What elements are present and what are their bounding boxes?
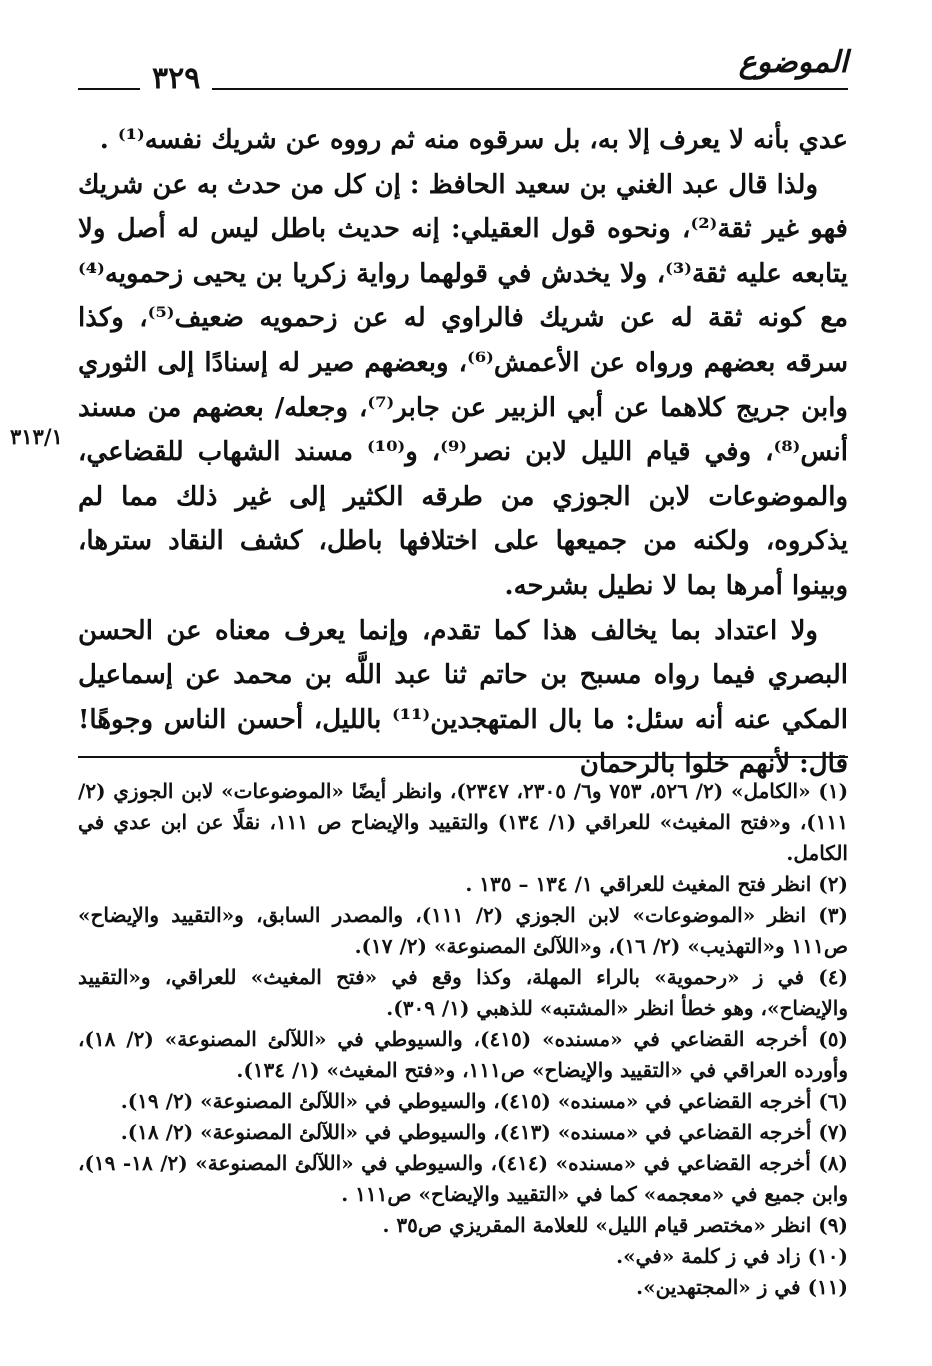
main-text	[78, 118, 848, 787]
footnotes	[78, 776, 848, 1303]
footnote-11: (١١) في ز «المجتهدين».	[636, 1275, 848, 1299]
footnote-2: (٢) انظر فتح المغيث للعراقي ١/ ١٣٤ – ١٣٥ .	[465, 872, 848, 896]
footnote-1: (١) «الكامل» (٢/ ٥٢٦، ٧٥٣ و٦/ ٢٣٠٥، ٢٣٤٧)، وانظر أيضًا «الموضوعات» لابن الجوزي (٢/ ١١١)، و«فتح المغيث» للعراقي (١/ ١٣٤) والتقييد والإيضاح ص ١١١، نقلًا عن ابن عدي في الكامل.	[78, 779, 849, 865]
paragraph: عدي بأنه لا يعرف إلا به، بل سرقوه منه ثم رووه عن شريك نفسه⁽¹⁾ .	[99, 125, 848, 155]
paragraph: ولذا قال عبد الغني بن سعيد الحافظ : إن كل من حدث به عن شريك فهو غير ثقة⁽²⁾، ونحوه قول العقيلي: إنه حديث باطل ليس له أصل ولا يتابعه عليه ثقة⁽³⁾، ولا يخدش في قولهما رواية زكريا بن يحيى زحمويه⁽⁴⁾ مع كونه ثقة له عن شريك فالراوي له عن زحمويه ضعيف⁽⁵⁾، وكذا سرقه بعضهم ورواه عن الأعمش⁽⁶⁾، وبعضهم صير له إسنادًا إلى الثوري وابن جريج كلاهما عن أبي الزبير عن جابر⁽⁷⁾، وجعله/ بعضهم من مسند أنس⁽⁸⁾، وفي قيام الليل لابن نصر⁽⁹⁾، و⁽¹⁰⁾ مسند الشهاب للقضاعي، والموضوعات لابن الجوزي من طرقه الكثير إلى غير ذلك مما لم يذكروه، ولكنه من جميعها على اختلافها باطل، كشف النقاد سترها، وبينوا أمرها بما لا نطيل بشرحه.	[78, 169, 848, 601]
footnote-9: (٩) انظر «مختصر قيام الليل» للعلامة المقريزي ص٣٥ .	[382, 1213, 848, 1237]
footnote-3: (٣) انظر «الموضوعات» لابن الجوزي (٢/ ١١١)، والمصدر السابق، و«التقييد والإيضاح» ص١١١ و«التهذيب» (٢/ ١٦)، و«اللآلئ المصنوعة» (٢/ ١٧).	[78, 903, 848, 958]
footnote-7: (٧) أخرجه القضاعي في «مسنده» (٤١٣)، والسيوطي في «اللآلئ المصنوعة» (٢/ ١٨).	[120, 1120, 848, 1144]
page-number: ٣٢٩	[140, 62, 212, 96]
footnote-5: (٥) أخرجه القضاعي في «مسنده» (٤١٥)، والسيوطي في «اللآلئ المصنوعة» (٢/ ١٨)، وأورده العراقي في «التقييد والإيضاح» ص١١١، و«فتح المغيث» (١/ ١٣٤).	[78, 1027, 848, 1082]
margin-page-reference: ٣١٣/١	[10, 424, 63, 449]
footnote-10: (١٠) زاد في ز كلمة «في».	[616, 1244, 848, 1268]
page-header	[78, 42, 848, 96]
footnote-6: (٦) أخرجه القضاعي في «مسنده» (٤١٥)، والسيوطي في «اللآلئ المصنوعة» (٢/ ١٩).	[120, 1089, 848, 1113]
footnote-8: (٨) أخرجه القضاعي في «مسنده» (٤١٤)، والسيوطي في «اللآلئ المصنوعة» (٢/ ١٨- ١٩)، وابن جميع في «معجمه» كما في «التقييد والإيضاح» ص١١١ .	[78, 1151, 848, 1206]
running-head: الموضوع	[738, 45, 848, 80]
paragraph: ولا اعتداد بما يخالف هذا كما تقدم، وإنما يعرف معناه عن الحسن البصري فيما رواه مسبح بن حاتم ثنا عبد اللَّه بن محمد عن إسماعيل المكي عنه أنه سئل: ما بال المتهجدين⁽¹¹⁾ بالليل، أحسن الناس وجوهًا! قال: لأنهم خلوا بالرحمان	[78, 615, 848, 780]
footnote-4: (٤) في ز «رحموية» بالراء المهلة، وكذا وقع في «فتح المغيث» للعراقي، و«التقييد والإيضاح»، وهو خطأ انظر «المشتبه» للذهبي (١/ ٣٠٩).	[78, 965, 848, 1020]
footnote-separator	[78, 756, 848, 758]
